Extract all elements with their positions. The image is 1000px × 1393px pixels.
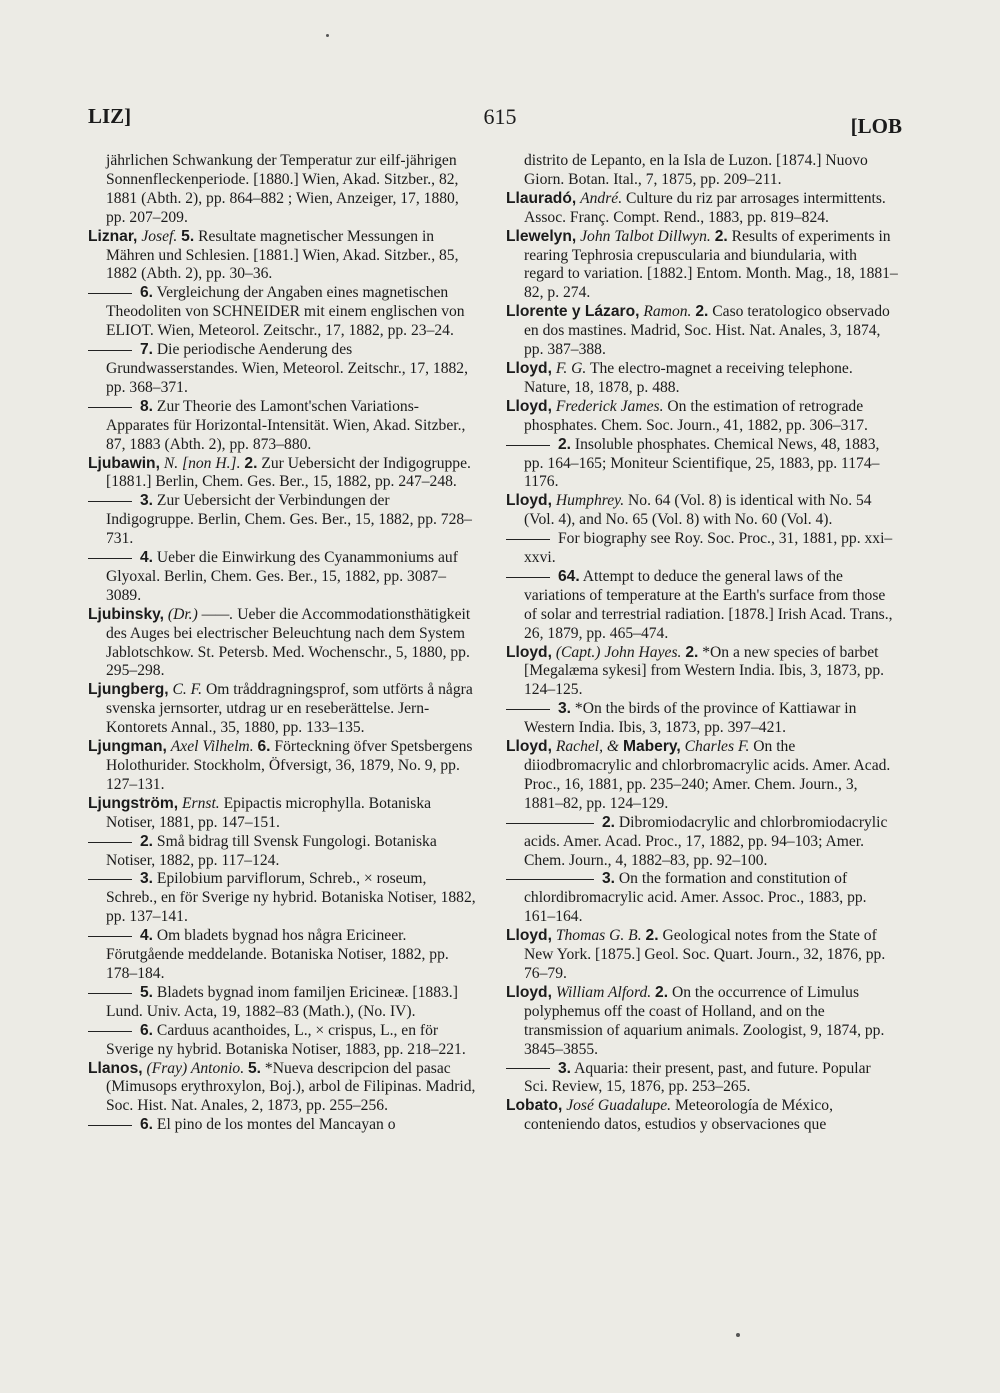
- author-surname: Lloyd,: [506, 359, 552, 377]
- author-given-name: C. F.: [172, 681, 203, 699]
- entry-text: Om bladets bygnad hos några Ericineer. Förutgående meddelande. Botaniska Notiser, 1882, pp. 178–184.: [106, 927, 449, 982]
- entry-text: jährlichen Schwankung der Temperatur zur eilf-jährigen Sonnenfleckenperiode. [1880.] Wien, Akad. Sitzber., 82, 1881 (Abth. 2), pp. 864–882 ; Wien, Anzeiger, 17, 1880, pp. 207–209.: [106, 152, 459, 226]
- author-surname: Lloyd,: [506, 397, 552, 415]
- entry-number: 4.: [140, 927, 154, 945]
- entry-number: 5.: [248, 1059, 262, 1077]
- author-given-name: Josef.: [141, 227, 178, 245]
- ditto-rule: [506, 577, 550, 578]
- entry-number: 3.: [602, 870, 616, 888]
- ditto-rule: [88, 558, 132, 559]
- continued-entry: [506, 152, 898, 190]
- author-surname: Lloyd,: [506, 927, 552, 945]
- author-surname: Lobato,: [506, 1097, 563, 1115]
- entry-number: 2.: [645, 927, 659, 945]
- entry-number: 2.: [602, 813, 616, 831]
- author-entry: [506, 644, 898, 701]
- entry-number: 5.: [140, 983, 154, 1001]
- entry-text: El pino de los montes del Mancayan o: [156, 1116, 396, 1134]
- ditto-rule: [506, 823, 594, 824]
- entry-text: Attempt to deduce the general laws of the variations of temperature at the Earth's surface from those of solar and terrestrial radiation. [1878.] Irish Acad. Trans., 26, 1879, pp. 465–474.: [524, 567, 893, 642]
- author-given-name: (Capt.) John Hayes.: [555, 643, 682, 661]
- entry-text: Dibromiodacrylic and chlorbromiodacrylic acids. Amer. Acad. Proc., 17, 1882, pp. 94–103; Amer. Chem. Journ., 4, 1882–83, pp. 92–100.: [524, 813, 888, 869]
- entry-number: 2.: [695, 303, 709, 321]
- ditto-rule: [88, 936, 132, 937]
- sub-entry: [506, 436, 898, 493]
- author-surname: Lloyd,: [506, 643, 552, 661]
- entry-text: Culture du riz par arrosages intermittents. Assoc. Franç. Compt. Rend., 1883, pp. 819–824.: [524, 189, 886, 226]
- entry-text: On the estimation of retrograde phosphates. Chem. Soc. Journ., 41, 1882, pp. 306–317.: [524, 397, 868, 434]
- entry-number: 8.: [140, 397, 154, 415]
- entry-text: Aquaria: their present, past, and future. Popular Sci. Review, 15, 1876, pp. 253–265.: [524, 1059, 871, 1096]
- ditto-rule: [88, 879, 132, 880]
- ditto-rule: [88, 842, 132, 843]
- sub-entry: [506, 568, 898, 644]
- author-given-name: Axel Vilhelm.: [170, 738, 254, 756]
- ditto-rule: [506, 709, 550, 710]
- sub-entry: [88, 492, 480, 549]
- entry-number: 3.: [140, 870, 154, 888]
- author-surname: Llanos,: [88, 1059, 143, 1077]
- sub-entry: [506, 814, 898, 871]
- entry-text: Insoluble phosphates. Chemical News, 48, 1883, pp. 164–165; Moniteur Scientifique, 25, 1883, pp. 1174–1176.: [524, 435, 880, 491]
- entry-number: 6.: [140, 1116, 154, 1134]
- author-entry: [506, 228, 898, 304]
- sub-entry: [506, 530, 898, 568]
- author-surname: Ljungman,: [88, 738, 167, 756]
- left-column: [88, 152, 480, 1135]
- sub-entry: [506, 870, 898, 927]
- entry-number: 4.: [140, 549, 154, 567]
- author-surname: Lloyd,: [506, 492, 552, 510]
- entry-number: 6.: [257, 738, 271, 756]
- author-entry: [506, 927, 898, 984]
- entry-text: Caso teratologico observado en dos mastines. Madrid, Soc. Hist. Nat. Anales, 3, 1874, pp. 387–388.: [524, 303, 890, 359]
- entry-text: On the formation and constitution of chlordibromacrylic acid. Amer. Assoc. Proc., 1883, pp. 161–164.: [524, 870, 867, 926]
- entry-text: The electro-magnet a receiving telephone. Nature, 18, 1878, p. 488.: [524, 359, 853, 396]
- ditto-rule: [88, 993, 132, 994]
- entry-text: For biography see Roy. Soc. Proc., 31, 1881, pp. xxi–xxvi.: [524, 530, 893, 567]
- entry-number: 2.: [558, 435, 572, 453]
- entry-text: On the occurrence of Limulus polyphemus off the coast of Holland, and on the transmission of aquarium animals. Zoologist, 9, 1874, pp. 3845–3855.: [524, 983, 885, 1058]
- entry-text: Zur Uebersicht der Indigogruppe. [1881.] Berlin, Chem. Ges. Ber., 15, 1882, pp. 247–248.: [106, 454, 471, 491]
- entry-number: 5.: [181, 227, 195, 245]
- author-surname: Ljubawin,: [88, 454, 160, 472]
- entry-number: 3.: [558, 700, 572, 718]
- page-number: 615: [483, 104, 517, 129]
- ditto-rule: [506, 1068, 550, 1069]
- entry-text: Epilobium parviflorum, Schreb., × roseum, Schreb., en för Sverige ny hybrid. Botaniska Notiser, 1882, pp. 137–141.: [106, 870, 476, 926]
- author-surname: Llewelyn,: [506, 227, 577, 245]
- entry-number: 6.: [140, 1021, 154, 1039]
- sub-entry: [88, 870, 480, 927]
- entry-text: Epipactis microphylla. Botaniska Notiser, 1881, pp. 147–151.: [106, 794, 432, 831]
- sub-entry: [88, 284, 480, 341]
- author-given-name: José Guadalupe.: [566, 1097, 672, 1115]
- entry-text: Om tråddragningsprof, som utförts å några svenska jernsorter, utdrag ur en reseberättelse. Jern-Kontorets Annal., 35, 1880, pp. 133–135.: [106, 681, 473, 737]
- entry-text: Vergleichung der Angaben eines magnetischen Theodoliten von SCHNEIDER mit einem englischen von ELIOT. Wien, Meteorol. Zeitschr., 17, 1882, pp. 23–24.: [106, 284, 465, 340]
- sub-entry: [88, 1116, 480, 1135]
- entry-text: *On a new species of barbet [Megalæma sykesi] from Western India. Ibis, 3, 1873, pp. 124–125.: [524, 643, 885, 699]
- entry-text: Meteorología de México, conteniendo datos, estudios y observaciones que: [524, 1097, 833, 1134]
- author-given-name: F. G.: [555, 359, 587, 377]
- author-given-name: Ramon.: [643, 303, 692, 321]
- entry-text: No. 64 (Vol. 8) is identical with No. 54 (Vol. 4), and No. 65 (Vol. 8) with No. 60 (Vol. 4).: [524, 492, 872, 529]
- author-entry: [506, 1097, 898, 1135]
- author-given-name: N. [non H.].: [163, 454, 241, 472]
- coauthor-given-name: Charles F.: [684, 738, 750, 756]
- right-column: [506, 152, 898, 1135]
- ditto-rule: [506, 445, 550, 446]
- ditto-rule: [88, 407, 132, 408]
- entry-text: Carduus acanthoides, L., × crispus, L., en för Sverige ny hybrid. Botaniska Notiser, 1883, pp. 218–221.: [106, 1021, 466, 1058]
- sub-entry: [88, 1022, 480, 1060]
- author-given-name: William Alford.: [555, 983, 652, 1001]
- sub-entry: [506, 700, 898, 738]
- author-surname: Ljungström,: [88, 794, 179, 812]
- entry-text: Zur Theorie des Lamont'schen Variations-Apparates für Horizontal-Intensität. Wien, Akad. Sitzber., 87, 1883 (Abth. 2), pp. 873–880.: [106, 397, 466, 453]
- entry-text: Förteckning öfver Spetsbergens Holothurider. Stockholm, Öfversigt, 36, 1879, No. 9, pp. 127–131.: [106, 738, 473, 793]
- entry-number: 3.: [558, 1059, 572, 1077]
- entry-text: Die periodische Aenderung des Grundwasserstandes. Wien, Meteorol. Zeitschr., 17, 1882, pp. 368–371.: [106, 341, 468, 396]
- speck-bottom: [736, 1333, 740, 1337]
- entry-text: Resultate magnetischer Messungen in Mähren und Schlesien. [1881.] Wien, Akad. Sitzber., 85, 1882 (Abth. 2), pp. 30–36.: [106, 227, 459, 283]
- entry-number: 3.: [140, 492, 154, 510]
- author-entry: [88, 795, 480, 833]
- author-entry: [88, 738, 480, 795]
- speck-top: [326, 34, 329, 37]
- coauthor-surname: Mabery,: [622, 738, 681, 756]
- author-entry: [506, 984, 898, 1060]
- entry-text: Geological notes from the State of New York. [1875.] Geol. Soc. Quart. Journ., 32, 1876, pp. 76–79.: [524, 927, 886, 982]
- author-entry: [506, 738, 898, 814]
- ditto-rule: [88, 1125, 132, 1126]
- author-surname: Llauradó,: [506, 189, 577, 207]
- sub-entry: [88, 833, 480, 871]
- continued-entry: [88, 152, 480, 228]
- sub-entry: [88, 984, 480, 1022]
- running-head-left: LIZ]: [88, 104, 132, 128]
- author-given-name: Rachel, &: [555, 738, 620, 756]
- author-surname: Liznar,: [88, 227, 138, 245]
- entry-text: Zur Uebersicht der Verbindungen der Indigogruppe. Berlin, Chem. Ges. Ber., 15, 1882, pp. 728–731.: [106, 492, 472, 548]
- ditto-rule: [88, 293, 132, 294]
- author-given-name: André.: [580, 189, 623, 207]
- entry-text: Ueber die Einwirkung des Cyanammoniums auf Glyoxal. Berlin, Chem. Ges. Ber., 15, 1882, pp. 3087–3089.: [106, 549, 458, 604]
- author-given-name: Humphrey.: [555, 492, 625, 510]
- author-surname: Ljungberg,: [88, 681, 169, 699]
- author-entry: [88, 681, 480, 738]
- author-surname: Ljubinsky,: [88, 605, 164, 623]
- author-given-name: Thomas G. B.: [555, 927, 642, 945]
- author-entry: [88, 1060, 480, 1117]
- author-entry: [88, 228, 480, 285]
- author-entry: [506, 398, 898, 436]
- author-surname: Lloyd,: [506, 983, 552, 1001]
- running-head-right: [LOB: [850, 114, 902, 138]
- author-given-name: (Dr.) ——.: [167, 605, 234, 623]
- entry-number: 7.: [140, 341, 154, 359]
- author-given-name: Frederick James.: [555, 397, 664, 415]
- entry-text: Bladets bygnad inom familjen Ericineæ. [1883.] Lund. Univ. Acta, 19, 1882–83 (Math.), (No. IV).: [106, 983, 458, 1020]
- sub-entry: [88, 341, 480, 398]
- ditto-rule: [88, 1031, 132, 1032]
- entry-number: 64.: [558, 567, 580, 585]
- entry-number: 2.: [685, 643, 699, 661]
- ditto-rule: [88, 350, 132, 351]
- sub-entry: [506, 1060, 898, 1098]
- author-entry: [88, 606, 480, 682]
- entry-text: On the diiodbromacrylic and chlorbromacrylic acids. Amer. Acad. Proc., 16, 1881, pp. 235–240; Amer. Chem. Journ., 3, 1881–82, pp. 124–129.: [524, 738, 891, 812]
- author-entry: [88, 455, 480, 493]
- entry-text: Results of experiments in rearing Tephrosia crepuscularia and biundularia, with regard to variation. [1882.] Entom. Month. Mag., 18, 1881–82, p. 274.: [524, 227, 898, 302]
- entry-text: Små bidrag till Svensk Fungologi. Botaniska Notiser, 1882, pp. 117–124.: [106, 832, 437, 869]
- ditto-rule: [88, 501, 132, 502]
- author-given-name: Ernst.: [182, 794, 220, 812]
- entry-number: 6.: [140, 284, 154, 302]
- sub-entry: [88, 549, 480, 606]
- entry-text: *Nueva descripcion del pasac (Mimusops erythroxylon, Boj.), arbol de Filipinas. Madrid, Soc. Hist. Nat. Anales, 2, 1873, pp. 255–256.: [106, 1059, 476, 1115]
- entry-number: 2.: [140, 832, 154, 850]
- author-given-name: John Talbot Dillwyn.: [580, 227, 711, 245]
- ditto-rule: [506, 539, 550, 540]
- author-entry: [506, 190, 898, 228]
- author-entry: [506, 303, 898, 360]
- sub-entry: [88, 927, 480, 984]
- entry-number: 2.: [655, 983, 669, 1001]
- author-entry: [506, 492, 898, 530]
- entry-number: 2.: [714, 227, 728, 245]
- author-surname: Lloyd,: [506, 738, 552, 756]
- entry-text: distrito de Lepanto, en la Isla de Luzon. [1874.] Nuovo Giorn. Botan. Ital., 7, 1875, pp. 209–211.: [524, 152, 868, 188]
- entry-number: 2.: [244, 454, 258, 472]
- sub-entry: [88, 398, 480, 455]
- entry-text: Ueber die Accommodationsthätigkeit des Auges bei electrischer Beleuchtung nach dem System Jablotschkow. St. Petersb. Med. Wochenschr., 5, 1880, pp. 295–298.: [106, 605, 471, 680]
- author-given-name: (Fray) Antonio.: [146, 1059, 245, 1077]
- author-entry: [506, 360, 898, 398]
- entry-text: *On the birds of the province of Kattiawar in Western India. Ibis, 3, 1873, pp. 397–421.: [524, 700, 857, 737]
- ditto-rule: [506, 879, 594, 880]
- author-surname: Llorente y Lázaro,: [506, 303, 640, 321]
